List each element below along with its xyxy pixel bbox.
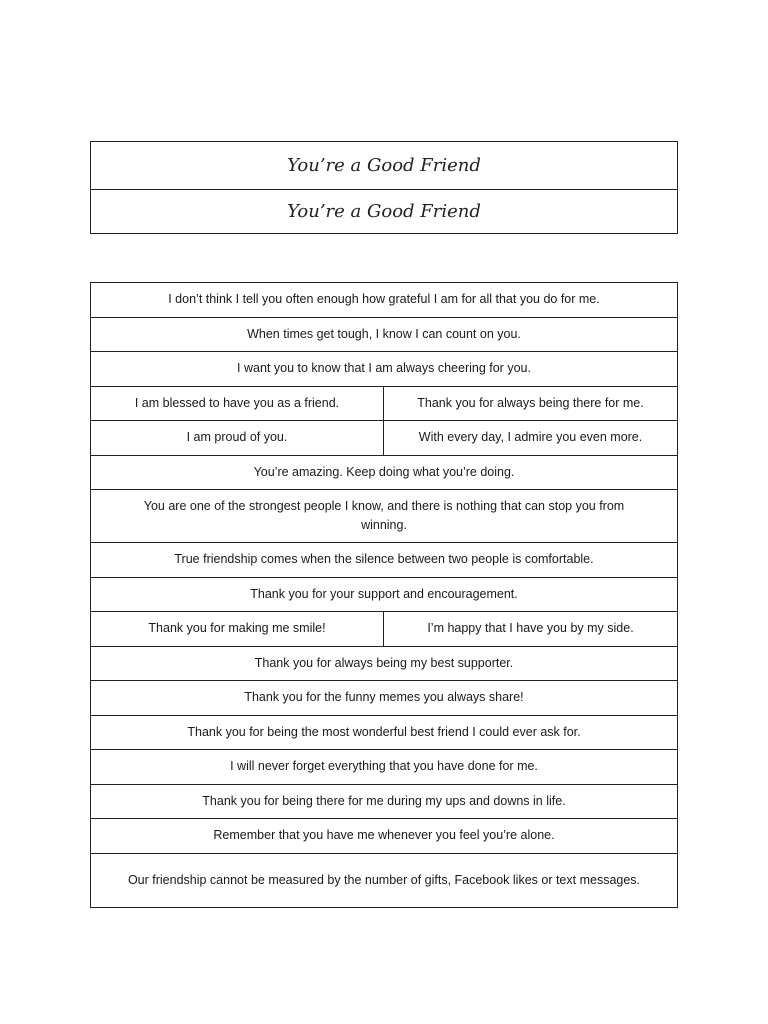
table-row	[91, 387, 677, 422]
table-row	[91, 421, 677, 456]
table-row	[91, 647, 677, 682]
table-row	[91, 578, 677, 613]
table-row	[91, 543, 677, 578]
message-cell: Remember that you have me whenever you feel you’re alone.	[213, 828, 555, 843]
table-row	[91, 456, 677, 491]
message-cell: I am proud of you.	[91, 421, 384, 455]
message-cell: Thank you for being the most wonderful best friend I could ever ask for.	[187, 724, 581, 739]
table-row	[91, 283, 677, 318]
subtitle-heading: You’re a Good Friend	[287, 201, 481, 222]
message-cell: Thank you for being there for me during my ups and downs in life.	[202, 793, 566, 808]
message-cell: True friendship comes when the silence between two people is comfortable.	[174, 552, 594, 567]
message-cell: With every day, I admire you even more.	[418, 430, 643, 445]
message-cell: When times get tough, I know I can count on you.	[247, 326, 521, 341]
table-row	[91, 490, 677, 543]
message-cell: I don’t think I tell you often enough how grateful I am for all that you do for me.	[168, 292, 600, 307]
message-cell: Thank you for your support and encouragement.	[250, 586, 518, 601]
table-row	[91, 750, 677, 785]
message-cell: Our friendship cannot be measured by the number of gifts, Facebook likes or text messages.	[127, 872, 641, 887]
table-row	[91, 854, 677, 907]
message-cell: I’m happy that I have you by my side.	[427, 621, 634, 636]
message-cell: I am blessed to have you as a friend.	[91, 387, 384, 421]
table-row	[91, 352, 677, 387]
messages-table	[90, 282, 678, 908]
table-row	[91, 318, 677, 353]
table-row	[91, 681, 677, 716]
table-row	[91, 612, 677, 647]
message-cell: Thank you for the funny memes you always share!	[244, 690, 524, 705]
table-row	[91, 785, 677, 820]
table-row	[91, 819, 677, 854]
table-row	[91, 716, 677, 751]
message-cell: I will never forget everything that you have done for me.	[230, 759, 538, 774]
message-cell: Thank you for always being my best supporter.	[254, 655, 514, 670]
message-cell: You’re amazing. Keep doing what you’re doing.	[253, 464, 515, 479]
message-cell: Thank you for always being there for me.	[417, 395, 644, 410]
message-cell: I want you to know that I am always cheering for you.	[237, 361, 531, 376]
title-heading: You’re a Good Friend	[91, 142, 677, 190]
message-cell: Thank you for making me smile!	[91, 612, 384, 646]
message-cell: You are one of the strongest people I know, and there is nothing that can stop you from winning.	[143, 499, 625, 532]
title-box	[90, 141, 678, 234]
